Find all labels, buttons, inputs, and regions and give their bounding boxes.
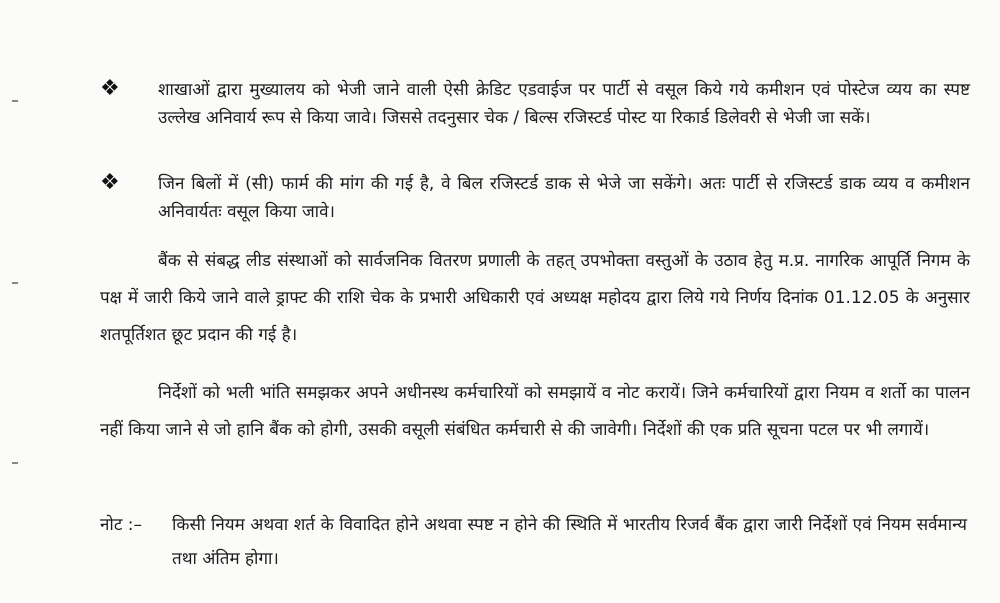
diamond-bullet-icon: ❖ (100, 76, 120, 101)
paragraph: निर्देशों को भली भांति समझकर अपने अधीनस्थ कर्मचारियों को समझायें व नोट करायें। जिने कर्मचारियों द्वारा नियम व शर्तो का पालन नहीं किया जाने से जो हानि बैंक को होगी, उसकी वसूली संबंधित कर्मचारी से की जावेगी। निर्देशों की एक प्रति सूचना पटल पर भी लगायें। (100, 383, 970, 440)
note-text: किसी नियम अथवा शर्त के विवादित होने अथवा स्पष्ट न होने की स्थिति में भारतीय रिजर्व बैंक द्वारा जारी निर्देशों एवं नियम सर्वमान्य तथा अंतिम होगा। (172, 515, 967, 569)
edge-mark (12, 100, 18, 102)
diamond-bullet-icon: ❖ (100, 170, 120, 195)
bullet-item (100, 168, 970, 228)
bullet-text: जिन बिलों में (सी) फार्म की मांग की गई है, वे बिल रजिस्टर्ड डाक से भेजे जा सकेंगे। अतः पार्टी से रजिस्टर्ड डाक व्यय व कमीशन अनिवार्यतः वसूल किया जावे। (158, 174, 970, 222)
bullet-text: शाखाओं द्वारा मुख्यालय को भेजी जाने वाली ऐसी क्रेडिट एडवाईज पर पार्टी से वसूल किये गये कमीशन एवं पोस्टेज व्यय का स्पष्ट उल्लेख अनिवार्य रूप से किया जावे। जिससे तदनुसार चेक / बिल्स रजिस्टर्ड पोस्ट या रिकार्ड डिलेवरी से भेजी जा सकें। (158, 80, 970, 128)
note-label: नोट :– (100, 515, 143, 535)
note (100, 508, 970, 578)
edge-mark (12, 282, 18, 284)
paragraph: बैंक से संबद्ध लीड संस्थाओं को सार्वजनिक वितरण प्रणाली के तहत् उपभोक्ता वस्तुओं के उठाव हेतु म.प्र. नागरिक आपूर्ति निगम के पक्ष में जारी किये जाने वाले ड्राफ्ट की राशि चेक के प्रभारी अधिकारी एवं अध्यक्ष महोदय द्वारा लिये गये निर्णय दिनांक 01.12.05 के अनुसार शतपूर्तिशत छूट प्रदान की गई है। (100, 251, 970, 345)
edge-mark (12, 462, 18, 464)
bullet-item (100, 74, 970, 160)
